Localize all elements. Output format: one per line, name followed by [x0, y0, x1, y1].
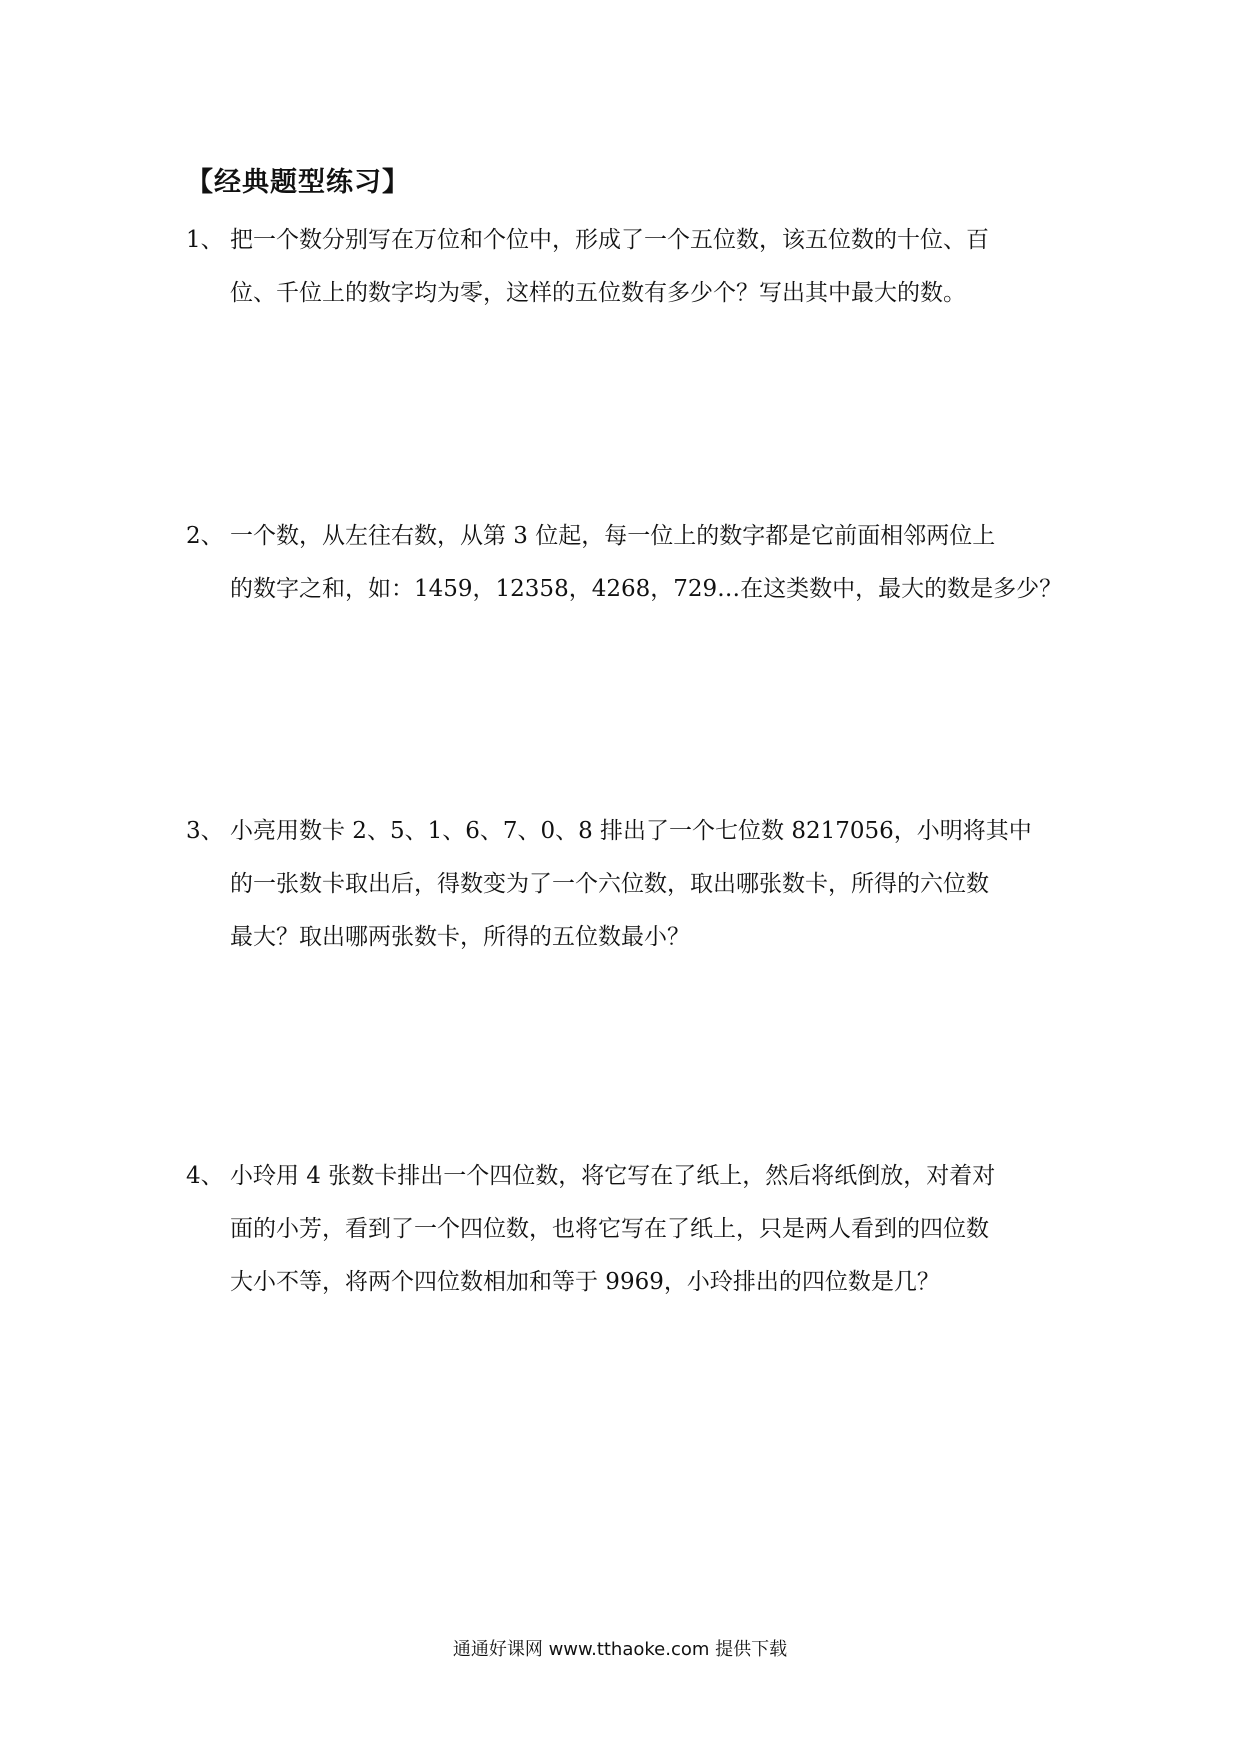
question-line: 的一张数卡取出后，得数变为了一个六位数，取出哪张数卡，所得的六位数 — [230, 871, 989, 897]
question-line — [186, 805, 1066, 858]
question-line: 最大？取出哪两张数卡，所得的五位数最小？ — [230, 924, 690, 950]
question-number: 2、 — [186, 523, 224, 549]
question-3 — [186, 805, 1066, 964]
section-title: 【经典题型练习】 — [186, 167, 410, 198]
footer-text: 通通好课网 www.tthaoke.com 提供下载 — [452, 1639, 788, 1660]
question-text: 小玲用 4 张数卡排出一个四位数，将它写在了纸上，然后将纸倒放，对着对 — [230, 1163, 996, 1189]
question-text: 小亮用数卡 2、5、1、6、7、0、8 排出了一个七位数 8217056，小明将其中 — [230, 818, 1032, 844]
question-1 — [186, 214, 1066, 320]
question-number: 3、 — [186, 818, 224, 844]
question-number: 4、 — [186, 1163, 224, 1189]
question-line: 的数字之和，如：1459，12358，4268，729…在这类数中，最大的数是多少？ — [230, 576, 1063, 602]
question-line — [186, 1150, 1066, 1203]
question-number: 1、 — [186, 227, 224, 253]
question-line — [186, 510, 1066, 563]
question-line: 位、千位上的数字均为零，这样的五位数有多少个？写出其中最大的数。 — [230, 280, 966, 306]
question-4 — [186, 1150, 1066, 1309]
question-2 — [186, 510, 1066, 616]
question-text: 把一个数分别写在万位和个位中，形成了一个五位数，该五位数的十位、百 — [230, 227, 989, 253]
question-line — [186, 214, 1066, 267]
question-line: 大小不等，将两个四位数相加和等于 9969，小玲排出的四位数是几？ — [230, 1269, 940, 1295]
question-line: 面的小芳，看到了一个四位数，也将它写在了纸上，只是两人看到的四位数 — [230, 1216, 989, 1242]
question-text: 一个数，从左往右数，从第 3 位起，每一位上的数字都是它前面相邻两位上 — [230, 523, 996, 549]
